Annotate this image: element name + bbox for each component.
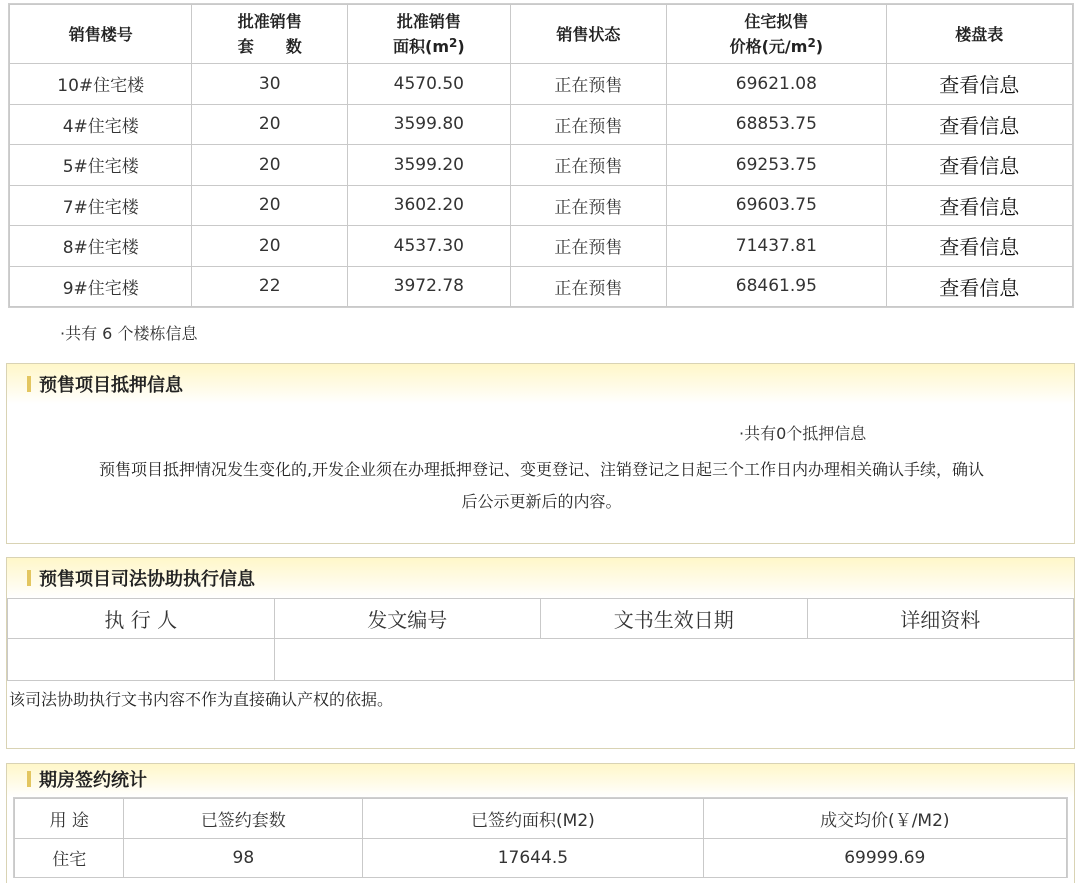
mortgage-section-header — [7, 364, 1074, 404]
sales-status: 正在预售 — [510, 64, 666, 105]
proposed-price: 69603.75 — [667, 185, 886, 226]
mortgage-notice: 预售项目抵押情况发生变化的,开发企业须在办理抵押登记、变更登记、注销登记之日起三个工作日内办理相关确认手续，确认 后公示更新后的内容。 — [98, 460, 985, 511]
col-approved-units: 批准销售 套 数 — [192, 5, 348, 64]
building-count-note: ·共有 6 个楼栋信息 — [60, 324, 198, 343]
proposed-price: 68853.75 — [667, 104, 886, 145]
approved-area: 3599.20 — [348, 145, 511, 186]
avg-price: 69999.69 — [703, 838, 1066, 878]
proposed-price: 69253.75 — [667, 145, 886, 186]
building-name: 9#住宅楼 — [10, 266, 192, 307]
col-avg-price: 成交均价(￥/M2) — [703, 799, 1066, 839]
approved-area: 3972.78 — [348, 266, 511, 307]
sales-status: 正在预售 — [510, 104, 666, 145]
building-name: 10#住宅楼 — [10, 64, 192, 105]
building-name: 5#住宅楼 — [10, 145, 192, 186]
empty-cell — [8, 639, 275, 681]
view-info-link[interactable]: 查看信息 — [886, 145, 1072, 186]
table-row — [15, 838, 1067, 878]
col-signed-area: 已签约面积(M2) — [363, 799, 703, 839]
col-sales-status: 销售状态 — [510, 5, 666, 64]
building-name: 8#住宅楼 — [10, 226, 192, 267]
mortgage-section — [6, 363, 1075, 544]
col-proposed-price: 住宅拟售 价格(元$/m^2$) — [667, 5, 886, 64]
approved-units: 22 — [192, 266, 348, 307]
stats-table-container — [13, 797, 1068, 878]
sales-status: 正在预售 — [510, 266, 666, 307]
approved-units: 30 — [192, 64, 348, 105]
view-info-link[interactable]: 查看信息 — [886, 266, 1072, 307]
signed-area: 17644.5 — [363, 838, 703, 878]
building-table-header — [10, 5, 1073, 64]
building-name: 7#住宅楼 — [10, 185, 192, 226]
judicial-section-header — [7, 558, 1074, 598]
table-row — [10, 145, 1073, 186]
col-approved-area: 批准销售 面积$(m^2)$ — [348, 5, 511, 64]
stats-table — [14, 798, 1067, 878]
approved-area: 4537.30 — [348, 226, 511, 267]
col-building-name: 销售楼号 — [10, 5, 192, 64]
view-info-link[interactable]: 查看信息 — [886, 185, 1072, 226]
empty-cell — [274, 639, 1074, 681]
usage: 住宅 — [15, 838, 124, 878]
building-table-container — [8, 3, 1074, 308]
col-floor-plan-table: 楼盘表 — [886, 5, 1072, 64]
col-details: 详细资料 — [807, 599, 1074, 639]
table-row — [10, 104, 1073, 145]
view-info-link[interactable]: 查看信息 — [886, 64, 1072, 105]
judicial-table-header — [8, 599, 1074, 639]
approved-area: 3602.20 — [348, 185, 511, 226]
contract-stats-header — [7, 764, 1074, 797]
section-title: 预售项目司法协助执行信息 — [39, 569, 255, 590]
section-title: 预售项目抵押信息 — [39, 375, 183, 396]
contract-stats-section — [6, 763, 1075, 883]
approved-units: 20 — [192, 185, 348, 226]
proposed-price: 69621.08 — [667, 64, 886, 105]
signed-units: 98 — [124, 838, 363, 878]
judicial-table — [7, 598, 1074, 681]
section-marker-icon — [27, 771, 31, 787]
building-name: 4#住宅楼 — [10, 104, 192, 145]
col-document-number: 发文编号 — [274, 599, 541, 639]
table-row — [8, 639, 1074, 681]
section-marker-icon — [27, 570, 31, 586]
approved-units: 20 — [192, 226, 348, 267]
approved-area: 3599.80 — [348, 104, 511, 145]
table-row — [10, 266, 1073, 307]
proposed-price: 71437.81 — [667, 226, 886, 267]
table-row — [10, 185, 1073, 226]
judicial-disclaimer: 该司法协助执行文书内容不作为直接确认产权的依据。 — [9, 690, 394, 709]
building-table — [9, 4, 1073, 307]
table-row — [10, 226, 1073, 267]
stats-table-header — [15, 799, 1067, 839]
approved-units: 20 — [192, 145, 348, 186]
view-info-link[interactable]: 查看信息 — [886, 104, 1072, 145]
proposed-price: 68461.95 — [667, 266, 886, 307]
approved-area: 4570.50 — [348, 64, 511, 105]
col-signed-units: 已签约套数 — [124, 799, 363, 839]
view-info-link[interactable]: 查看信息 — [886, 226, 1072, 267]
col-effective-date: 文书生效日期 — [541, 599, 808, 639]
mortgage-count: ·共有0个抵押信息 — [739, 424, 867, 443]
section-title: 期房签约统计 — [39, 770, 147, 791]
col-executor: 执 行 人 — [8, 599, 275, 639]
col-usage: 用 途 — [15, 799, 124, 839]
table-row — [10, 64, 1073, 105]
sales-status: 正在预售 — [510, 226, 666, 267]
approved-units: 20 — [192, 104, 348, 145]
sales-status: 正在预售 — [510, 185, 666, 226]
sales-status: 正在预售 — [510, 145, 666, 186]
section-marker-icon — [27, 376, 31, 392]
judicial-section — [6, 557, 1075, 749]
